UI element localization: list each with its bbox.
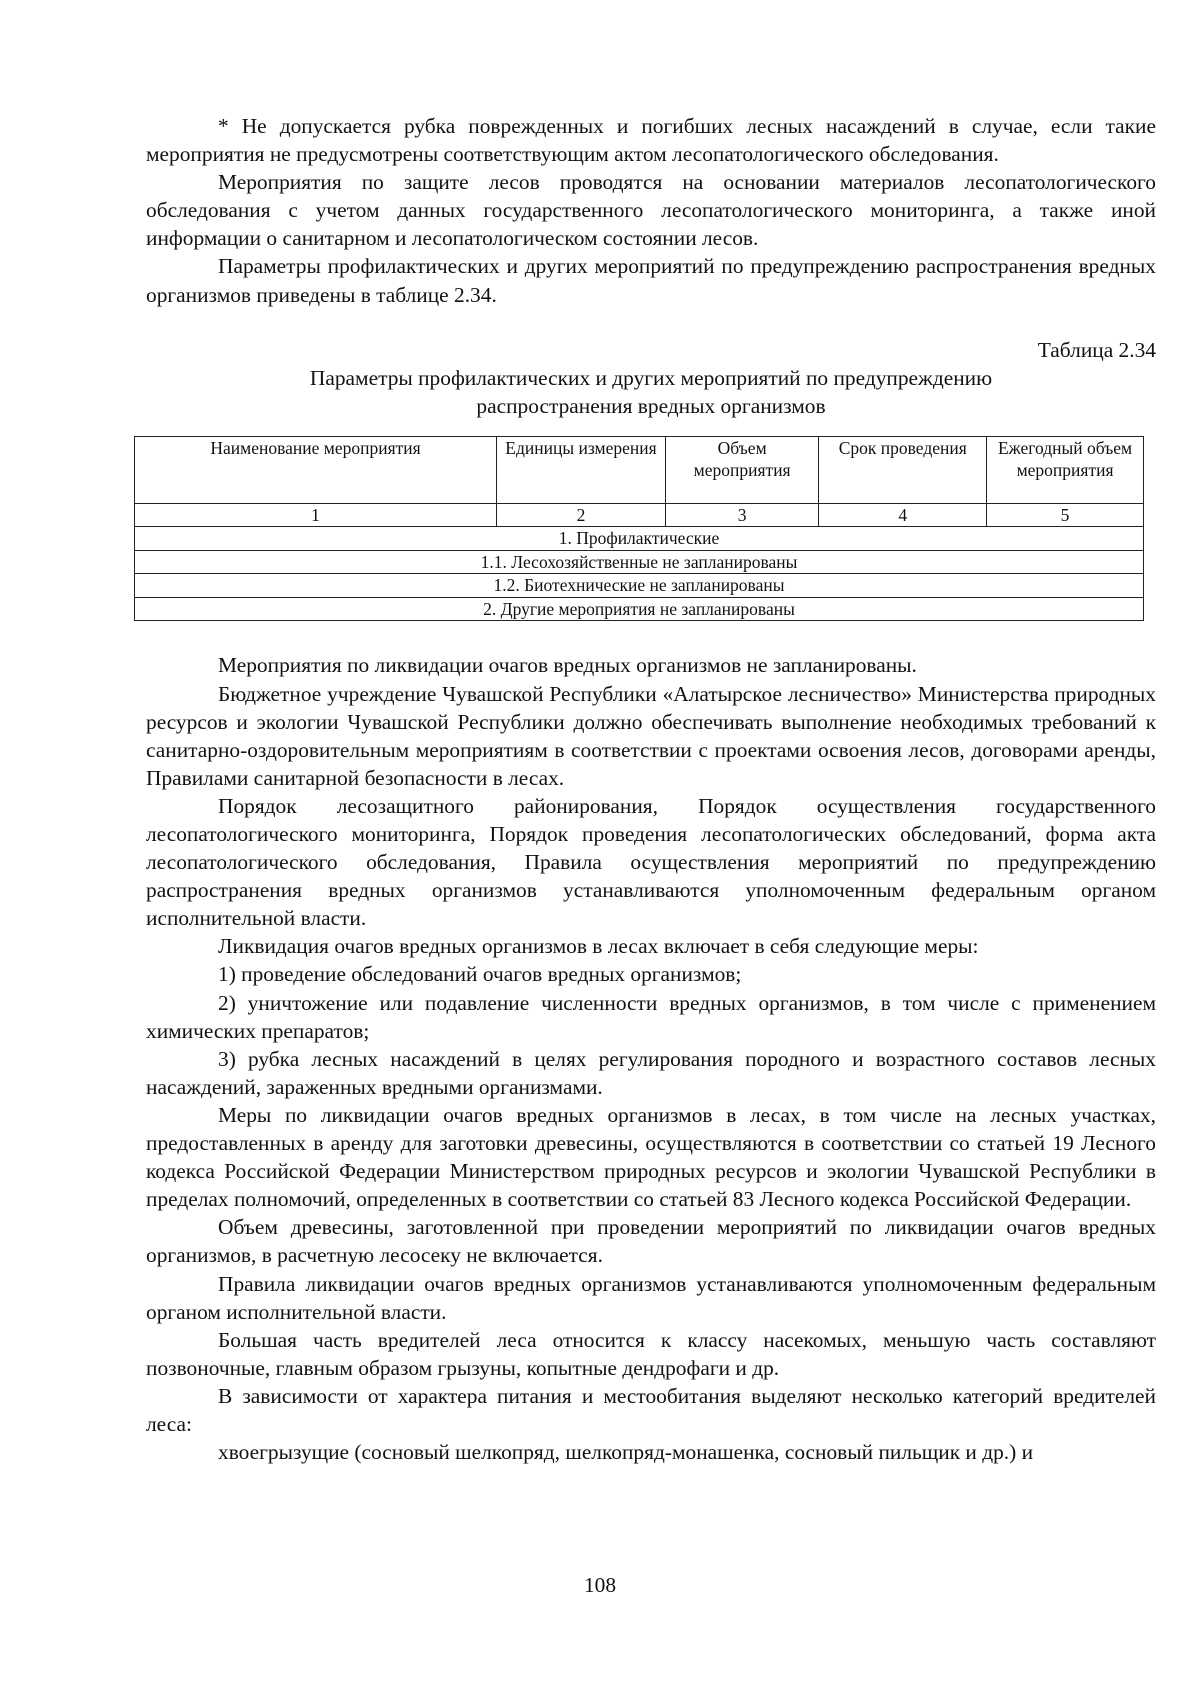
table-number-row [135,503,1144,527]
body-text [146,651,1156,1466]
header-cell: Ежегодный объем мероприятия [987,436,1144,503]
header-cell: Единицы измерения [497,436,666,503]
body-paragraph: Порядок лесозащитного районирования, Порядок осуществления государственного лесопатологического мониторинга, Порядок проведения лесопатологических обследований, форма акта лесопатологического обследования, Правила осуществления мероприятий по предупреждению распространения вредных организмов устанавливаются уполномоченным федеральным органом исполнительной власти. [146,793,1156,931]
table-title-line-1: Параметры профилактических и других мероприятий по предупреждению [309,365,993,390]
table-row [135,574,1144,598]
body-paragraph: Бюджетное учреждение Чувашской Республики «Алатырское лесничество» Министерства природных ресурсов и экологии Чувашской Республики должно обеспечивать выполнение необходимых требований к санитарно-оздоровительным мероприятиям в соответствии с проектами освоения лесов, договорами аренды, Правилами санитарной безопасности в лесах. [146,681,1156,790]
column-number: 3 [665,503,819,527]
table-header-row [135,436,1144,503]
body-paragraph: Объем древесины, заготовленной при проведении мероприятий по ликвидации очагов вредных организмов, в расчетную лесосеку не включается. [146,1215,1156,1268]
body-list-item: 3) рубка лесных насаждений в целях регулирования породного и возрастного составов лесных насаждений, зараженных вредными организмами. [146,1046,1156,1099]
table-title-line-2: распространения вредных организмов [476,393,826,418]
table-row [135,597,1144,621]
body-paragraph: Мероприятия по ликвидации очагов вредных организмов не запланированы. [218,653,917,678]
table-span-cell: 2. Другие мероприятия не запланированы [135,597,1144,621]
header-cell: Наименование мероприятия [135,436,497,503]
table-row [135,550,1144,574]
document-page [146,112,1156,1466]
body-paragraph: Меры по ликвидации очагов вредных организмов в лесах, в том числе на лесных участках, предоставленных в аренду для заготовки древесины, осуществляются в соответствии со статьей 19 Лесного кодекса Российской Федерации Министерством природных ресурсов и экологии Чувашской Республики в пределах полномочий, определенных в соответствии со статьей 83 Лесного кодекса Российской Федерации. [146,1102,1156,1212]
column-number: 2 [497,503,666,527]
measures-table [134,436,1144,622]
intro-paragraph-3: Параметры профилактических и других мероприятий по предупреждению распространения вредных организмов приведены в таблице 2.34. [146,254,1156,307]
column-number: 1 [135,503,497,527]
table-span-cell: 1. Профилактические [135,527,1144,551]
column-number: 4 [819,503,987,527]
body-paragraph: хвоегрызущие (сосновый шелкопряд, шелкопряд-монашенка, сосновый пильщик и др.) и [218,1440,1034,1465]
body-paragraph: В зависимости от характера питания и местообитания выделяют несколько категорий вредителей леса: [146,1383,1156,1436]
intro-paragraph-2: Мероприятия по защите лесов проводятся на основании материалов лесопатологического обследования с учетом данных государственного лесопатологического мониторинга, а также иной информации о санитарном и лесопатологическом состоянии лесов. [146,170,1156,251]
header-cell: Срок проведения [819,436,987,503]
header-cell: Объем мероприятия [665,436,819,503]
intro-paragraph-1: * Не допускается рубка поврежденных и погибших лесных насаждений в случае, если такие мероприятия не предусмотрены соответствующим актом лесопатологического обследования. [146,114,1156,167]
table-number: Таблица 2.34 [1037,337,1156,362]
page-number: 108 [583,1573,617,1597]
body-list-item: 1) проведение обследований очагов вредных организмов; [218,962,742,987]
table-span-cell: 1.2. Биотехнические не запланированы [135,574,1144,598]
body-paragraph: Правила ликвидации очагов вредных организмов устанавливаются уполномоченным федеральным органом исполнительной власти. [146,1271,1156,1324]
body-paragraph: Большая часть вредителей леса относится к классу насекомых, меньшую часть составляют позвоночные, главным образом грызуны, копытные дендрофаги и др. [146,1327,1156,1380]
body-paragraph: Ликвидация очагов вредных организмов в лесах включает в себя следующие меры: [218,934,979,959]
body-list-item: 2) уничтожение или подавление численности вредных организмов, в том числе с применением химических препаратов; [146,990,1156,1043]
column-number: 5 [987,503,1144,527]
table-row [135,527,1144,551]
table-span-cell: 1.1. Лесохозяйственные не запланированы [135,550,1144,574]
